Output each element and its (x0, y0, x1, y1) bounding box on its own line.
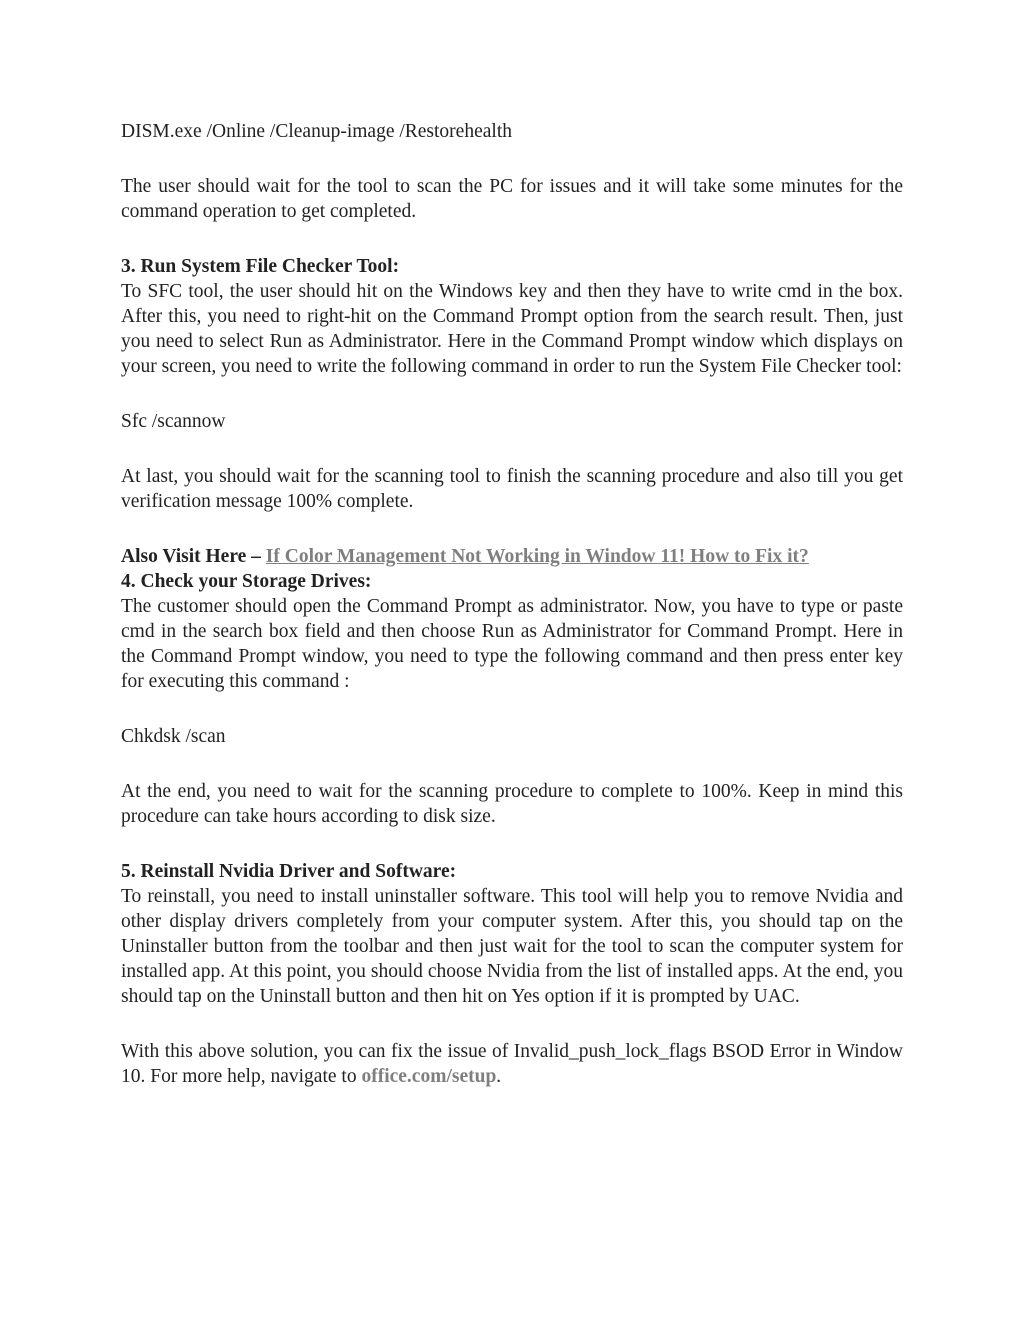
also-visit-link[interactable]: If Color Management Not Working in Window 11! How to Fix it? (265, 546, 809, 567)
conclusion-end: . (496, 1066, 502, 1087)
document-page (121, 119, 903, 1089)
conclusion (121, 1039, 903, 1089)
section-3 (121, 254, 903, 379)
also-visit-line (121, 544, 903, 569)
section-3-heading: 3. Run System File Checker Tool: (121, 256, 400, 277)
chkdsk-command: Chkdsk /scan (121, 726, 226, 747)
dism-command: DISM.exe /Online /Cleanup-image /Restorehealth (121, 121, 512, 142)
section-5 (121, 859, 903, 1009)
section-3-after: At last, you should wait for the scanning tool to finish the scanning procedure and also till you get verification message 100% complete. (121, 466, 903, 512)
conclusion-text: With this above solution, you can fix the issue of Invalid_push_lock_flags BSOD Error in Window 10. For more help, navigate to (121, 1041, 903, 1087)
section-5-body: To reinstall, you need to install uninstaller software. This tool will help you to remove Nvidia and other display drivers completely from your computer system. After this, you should tap on the Uninstaller button from the toolbar and then just wait for the tool to scan the computer system for installed app. At this point, you should choose Nvidia from the list of installed apps. At the end, you should tap on the Uninstall button and then hit on Yes option if it is prompted by UAC. (121, 886, 903, 1007)
section-4 (121, 544, 903, 694)
wait-note: The user should wait for the tool to scan the PC for issues and it will take some minutes for the command operation to get completed. (121, 176, 903, 222)
sfc-command: Sfc /scannow (121, 411, 226, 432)
section-4-body: The customer should open the Command Prompt as administrator. Now, you have to type or paste cmd in the search box field and then choose Run as Administrator for Command Prompt. Here in the Command Prompt window, you need to type the following command and then press enter key for executing this command : (121, 596, 903, 692)
section-3-body: To SFC tool, the user should hit on the Windows key and then they have to write cmd in the box. After this, you need to right-hit on the Command Prompt option from the search result. Then, just you need to select Run as Administrator. Here in the Command Prompt window which displays on your screen, you need to write the following command in order to run the System File Checker tool: (121, 281, 903, 377)
section-5-heading: 5. Reinstall Nvidia Driver and Software: (121, 861, 457, 882)
section-4-after: At the end, you need to wait for the scanning procedure to complete to 100%. Keep in mind this procedure can take hours according to disk size. (121, 781, 903, 827)
also-visit-label: Also Visit Here – (121, 546, 261, 567)
office-setup-link[interactable]: office.com/setup (361, 1066, 497, 1087)
section-4-heading: 4. Check your Storage Drives: (121, 571, 372, 592)
